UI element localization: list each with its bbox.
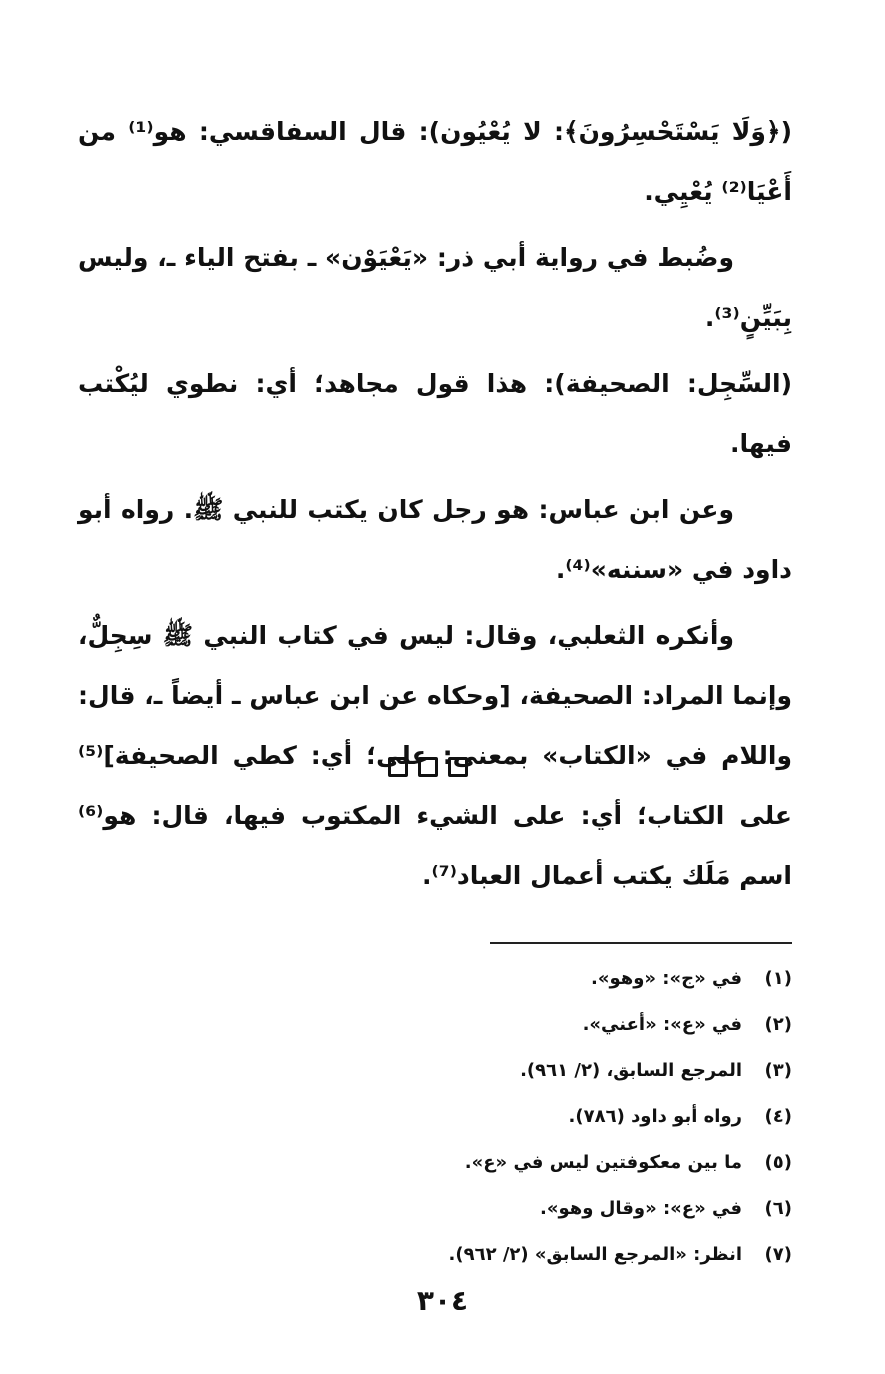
footnote-text: في «ج»: «وهو». <box>590 967 742 989</box>
paragraph-3: (السِّجِل: الصحيفة): هذا قول مجاهد؛ أي: نطوي ليُكْتب فيها. <box>78 369 792 458</box>
footnote-4 <box>78 1093 792 1139</box>
section-separator <box>388 757 498 783</box>
paragraph-5: وأنكره الثعلبي، وقال: ليس في كتاب النبي ﷺ سِجِلٌّ، وإنما المراد: الصحيفة، [وحكاه عن ابن عباس ـ أيضاً ـ، قال: واللام في «الكتاب» بمعنى: على؛ أي: كطي الصحيفة]⁽⁵⁾ على الكتاب؛ أي: على الشيء المكتوب فيها، قال: هو⁽⁶⁾ اسم مَلَك يكتب أعمال العباد⁽⁷⁾. <box>78 621 792 890</box>
paragraph-1: (﴿وَلَا يَسْتَحْسِرُونَ﴾: لا يُعْيُون): قال السفاقسي: هو⁽¹⁾ من أَعْيَا⁽²⁾ يُعْيِي. <box>78 117 792 206</box>
footnote-number: (٢) <box>764 1013 792 1035</box>
separator-box-icon <box>448 757 468 777</box>
footnote-number: (٥) <box>764 1151 792 1173</box>
footnote-text: رواه أبو داود (٧٨٦). <box>568 1105 742 1127</box>
paragraph-2: وضُبط في رواية أبي ذر: «يَعْيَوْن» ـ بفتح الياء ـ، وليس بِبَيِّنٍ⁽³⁾. <box>78 243 792 332</box>
footnote-number: (٣) <box>764 1059 792 1081</box>
footnote-7 <box>78 1231 792 1277</box>
footnote-2 <box>78 1001 792 1047</box>
footnote-text: في «ع»: «أعني». <box>582 1013 742 1035</box>
footnote-number: (١) <box>764 967 792 989</box>
paragraph-4: وعن ابن عباس: هو رجل كان يكتب للنبي ﷺ. رواه أبو داود في «سننه»⁽⁴⁾. <box>78 495 792 584</box>
main-text <box>78 102 792 912</box>
page-number: ٣٠٤ <box>416 1284 469 1317</box>
footnote-text: المرجع السابق، (٢/ ٩٦١). <box>520 1059 742 1081</box>
footnote-number: (٦) <box>764 1197 792 1219</box>
footnote-number: (٤) <box>764 1105 792 1127</box>
footnote-5 <box>78 1139 792 1185</box>
footnote-number: (٧) <box>764 1243 792 1265</box>
footnote-text: انظر: «المرجع السابق» (٢/ ٩٦٢). <box>448 1243 742 1265</box>
footnotes <box>78 955 792 1277</box>
footnote-3 <box>78 1047 792 1093</box>
footnote-6 <box>78 1185 792 1231</box>
footnote-divider <box>490 942 792 944</box>
footnote-text: في «ع»: «وقال وهو». <box>540 1197 742 1219</box>
footnote-1 <box>78 955 792 1001</box>
footnote-text: ما بين معكوفتين ليس في «ع». <box>464 1151 742 1173</box>
separator-box-icon <box>418 757 438 777</box>
separator-box-icon <box>388 757 408 777</box>
